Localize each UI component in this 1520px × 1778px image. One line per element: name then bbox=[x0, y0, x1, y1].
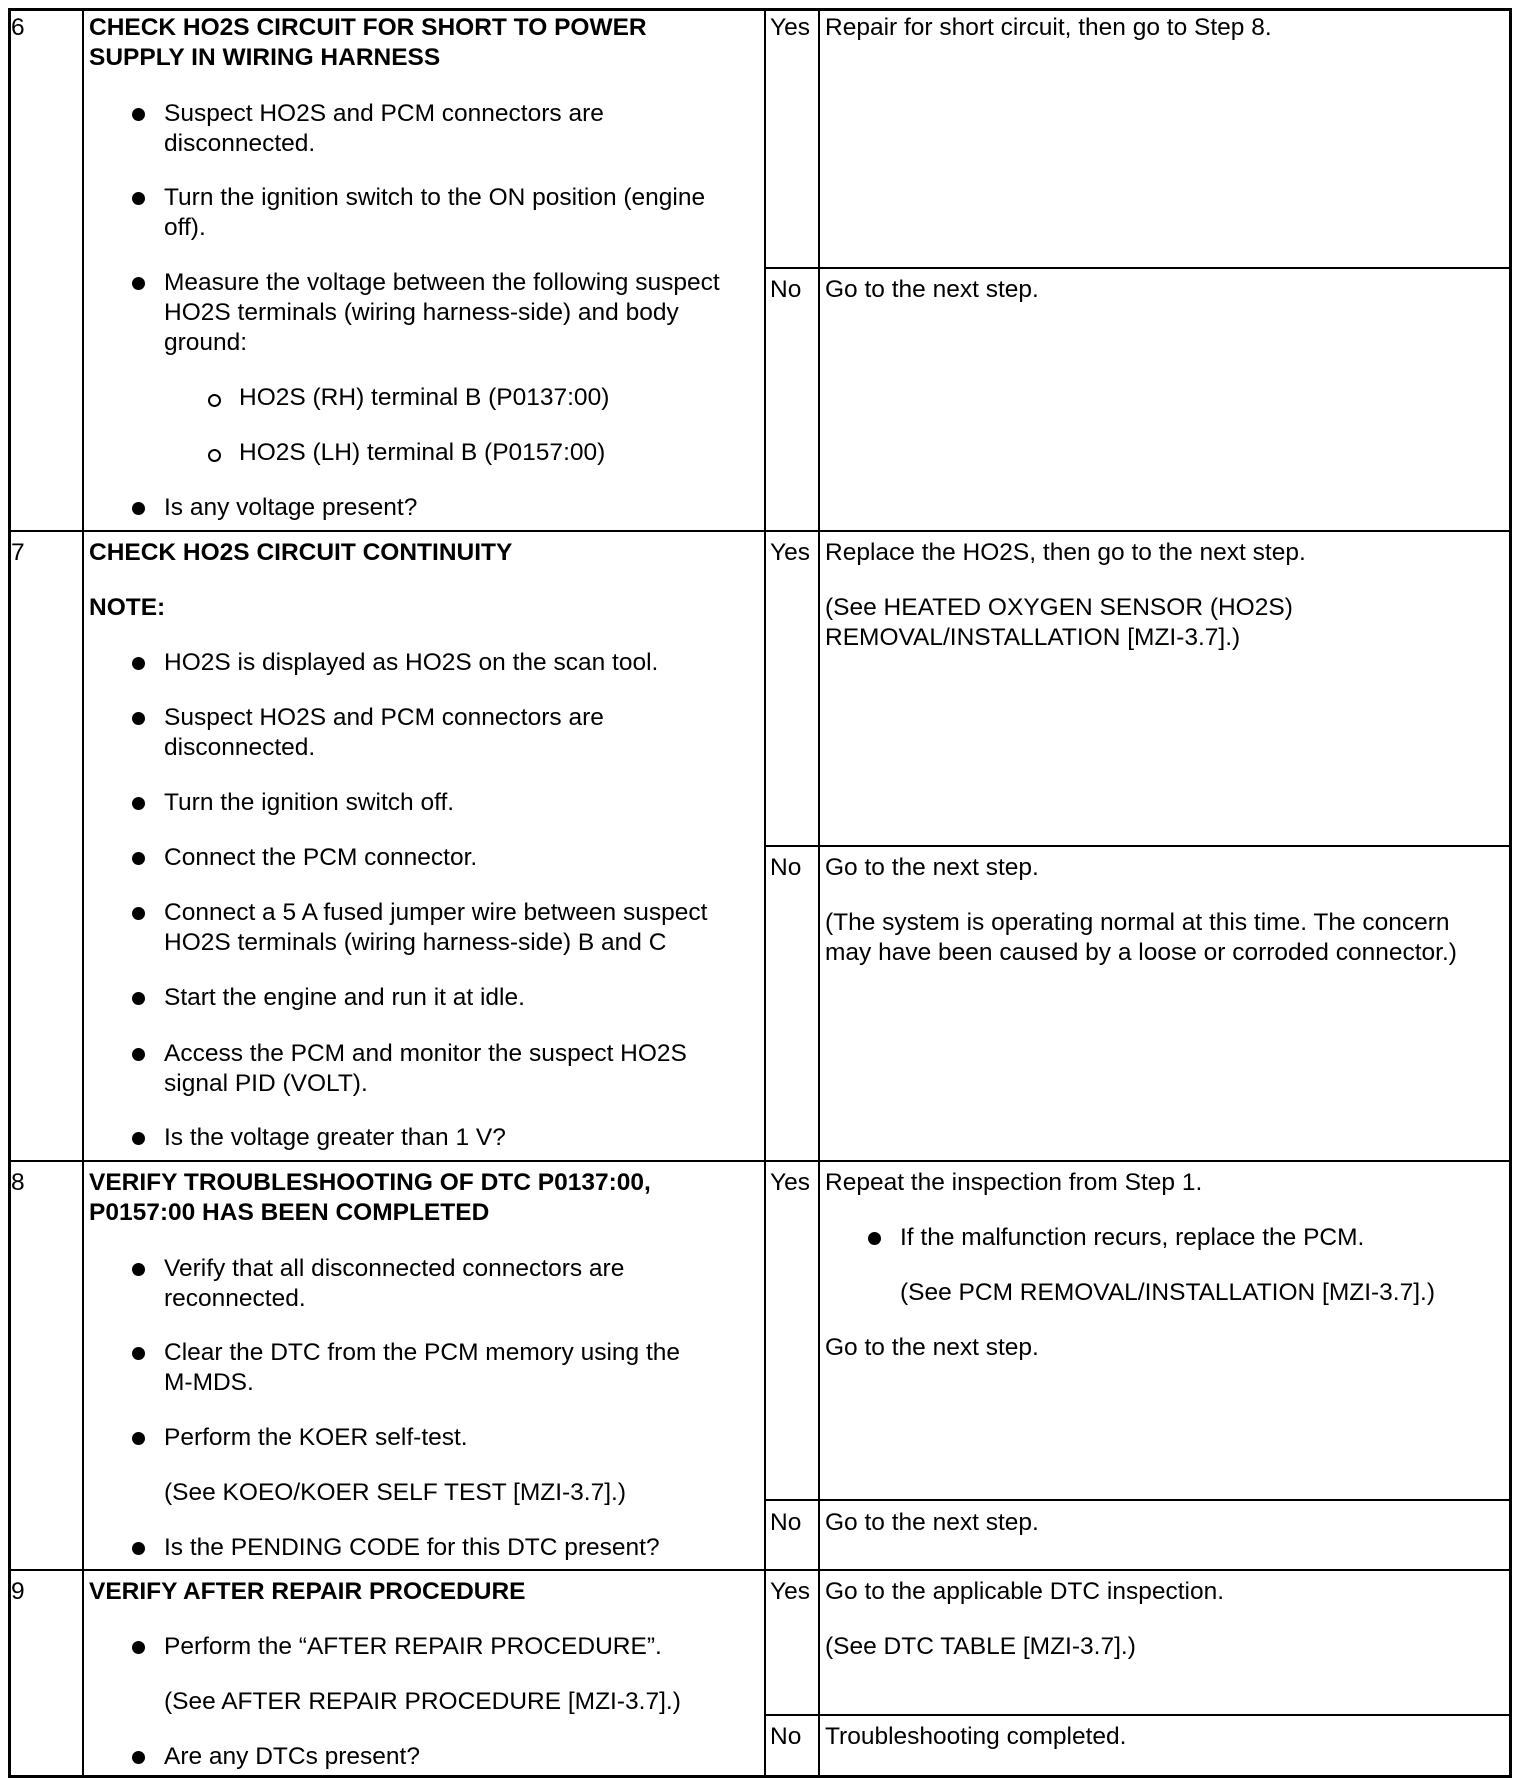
step-number: 9 bbox=[11, 1578, 25, 1605]
list-item: Access the PCM and monitor the suspect HO2S bbox=[164, 1040, 687, 1067]
bullet-icon bbox=[132, 1751, 145, 1764]
bullet-icon bbox=[868, 1232, 881, 1245]
reference-link[interactable]: REMOVAL/INSTALLATION [MZI-3.7].) bbox=[825, 624, 1241, 651]
no-action: Go to the next step. bbox=[825, 276, 1039, 303]
bullet-icon bbox=[132, 1432, 145, 1445]
sub-list-item: HO2S (RH) terminal B (P0137:00) bbox=[239, 384, 610, 411]
no-note: may have been caused by a loose or corroded connector.) bbox=[825, 939, 1457, 966]
step-title: SUPPLY IN WIRING HARNESS bbox=[89, 44, 441, 71]
question: Is any voltage present? bbox=[164, 494, 418, 521]
sub-bullet-icon bbox=[208, 394, 221, 407]
no-note: (The system is operating normal at this time. The concern bbox=[825, 909, 1450, 936]
bullet-icon bbox=[132, 1048, 145, 1061]
sub-list-item: HO2S (LH) terminal B (P0157:00) bbox=[239, 439, 606, 466]
yes-no-divider bbox=[764, 845, 1512, 847]
note-label: NOTE: bbox=[89, 594, 166, 621]
bullet-icon bbox=[132, 657, 145, 670]
list-item: HO2S is displayed as HO2S on the scan tool. bbox=[164, 649, 659, 676]
reference-link[interactable]: (See KOEO/KOER SELF TEST [MZI-3.7].) bbox=[164, 1479, 626, 1506]
step-title: CHECK HO2S CIRCUIT CONTINUITY bbox=[89, 539, 513, 566]
bullet-icon bbox=[132, 1641, 145, 1654]
list-item: Turn the ignition switch off. bbox=[164, 789, 455, 816]
list-item: Suspect HO2S and PCM connectors are bbox=[164, 704, 604, 731]
list-item: Connect a 5 A fused jumper wire between suspect bbox=[164, 899, 708, 926]
row-divider bbox=[8, 1569, 1512, 1571]
list-item: Turn the ignition switch to the ON position (engine bbox=[164, 184, 706, 211]
step-number: 8 bbox=[11, 1169, 25, 1196]
bullet-icon bbox=[132, 797, 145, 810]
list-item: Perform the KOER self-test. bbox=[164, 1424, 468, 1451]
question: Is the PENDING CODE for this DTC present? bbox=[164, 1534, 660, 1561]
list-item: disconnected. bbox=[164, 130, 316, 157]
list-item: HO2S terminals (wiring harness-side) B and C bbox=[164, 929, 667, 956]
yes-label: Yes bbox=[770, 1578, 810, 1605]
row-divider bbox=[8, 1160, 1512, 1162]
bullet-icon bbox=[132, 1347, 145, 1360]
bullet-icon bbox=[132, 192, 145, 205]
step-number: 6 bbox=[11, 14, 25, 41]
column-divider-step bbox=[82, 8, 84, 1778]
list-item: Suspect HO2S and PCM connectors are bbox=[164, 100, 604, 127]
yes-action: Repeat the inspection from Step 1. bbox=[825, 1169, 1203, 1196]
yes-action: Replace the HO2S, then go to the next step. bbox=[825, 539, 1306, 566]
sub-bullet-icon bbox=[208, 449, 221, 462]
list-item: disconnected. bbox=[164, 734, 316, 761]
list-item: If the malfunction recurs, replace the PCM. bbox=[900, 1224, 1365, 1251]
bullet-icon bbox=[132, 712, 145, 725]
list-item: ground: bbox=[164, 329, 248, 356]
yes-label: Yes bbox=[770, 1169, 810, 1196]
no-label: No bbox=[770, 276, 802, 303]
bullet-icon bbox=[132, 108, 145, 121]
yes-action: Go to the applicable DTC inspection. bbox=[825, 1578, 1225, 1605]
yes-label: Yes bbox=[770, 14, 810, 41]
step-title: P0157:00 HAS BEEN COMPLETED bbox=[89, 1199, 490, 1226]
list-item: Connect the PCM connector. bbox=[164, 844, 478, 871]
list-item: signal PID (VOLT). bbox=[164, 1070, 368, 1097]
yes-action: Repair for short circuit, then go to Step 8. bbox=[825, 14, 1272, 41]
step-title: VERIFY AFTER REPAIR PROCEDURE bbox=[89, 1578, 526, 1605]
yes-no-divider bbox=[764, 1499, 1512, 1501]
yes-label: Yes bbox=[770, 539, 810, 566]
row-divider bbox=[8, 530, 1512, 532]
list-item: Start the engine and run it at idle. bbox=[164, 984, 525, 1011]
no-label: No bbox=[770, 1509, 802, 1536]
yes-no-divider bbox=[764, 1714, 1512, 1716]
yes-next: Go to the next step. bbox=[825, 1334, 1039, 1361]
step-title: CHECK HO2S CIRCUIT FOR SHORT TO POWER bbox=[89, 14, 647, 41]
list-item: Verify that all disconnected connectors are bbox=[164, 1255, 625, 1282]
no-action: Troubleshooting completed. bbox=[825, 1723, 1127, 1750]
bullet-icon bbox=[132, 277, 145, 290]
bullet-icon bbox=[132, 852, 145, 865]
list-item: Clear the DTC from the PCM memory using the bbox=[164, 1339, 681, 1366]
list-item: off). bbox=[164, 214, 206, 241]
no-action: Go to the next step. bbox=[825, 1509, 1039, 1536]
bullet-icon bbox=[132, 992, 145, 1005]
list-item: HO2S terminals (wiring harness-side) and body bbox=[164, 299, 679, 326]
bullet-icon bbox=[132, 1132, 145, 1145]
question: Are any DTCs present? bbox=[164, 1743, 420, 1770]
list-item: M-MDS. bbox=[164, 1369, 254, 1396]
list-item: Perform the “AFTER REPAIR PROCEDURE”. bbox=[164, 1633, 662, 1660]
reference-link[interactable]: (See DTC TABLE [MZI-3.7].) bbox=[825, 1633, 1136, 1660]
list-item: Measure the voltage between the following suspect bbox=[164, 269, 720, 296]
bullet-icon bbox=[132, 1263, 145, 1276]
no-label: No bbox=[770, 1723, 802, 1750]
column-divider-answer bbox=[818, 8, 820, 1778]
no-action: Go to the next step. bbox=[825, 854, 1039, 881]
reference-link[interactable]: (See AFTER REPAIR PROCEDURE [MZI-3.7].) bbox=[164, 1688, 681, 1715]
reference-link[interactable]: (See PCM REMOVAL/INSTALLATION [MZI-3.7].) bbox=[900, 1279, 1436, 1306]
reference-link[interactable]: (See HEATED OXYGEN SENSOR (HO2S) bbox=[825, 594, 1293, 621]
bullet-icon bbox=[132, 1542, 145, 1555]
bullet-icon bbox=[132, 502, 145, 515]
yes-no-divider bbox=[764, 267, 1512, 269]
no-label: No bbox=[770, 854, 802, 881]
list-item: reconnected. bbox=[164, 1285, 306, 1312]
column-divider-action bbox=[764, 8, 766, 1778]
bullet-icon bbox=[132, 907, 145, 920]
step-title: VERIFY TROUBLESHOOTING OF DTC P0137:00, bbox=[89, 1169, 651, 1196]
step-number: 7 bbox=[11, 539, 25, 566]
question: Is the voltage greater than 1 V? bbox=[164, 1124, 506, 1151]
